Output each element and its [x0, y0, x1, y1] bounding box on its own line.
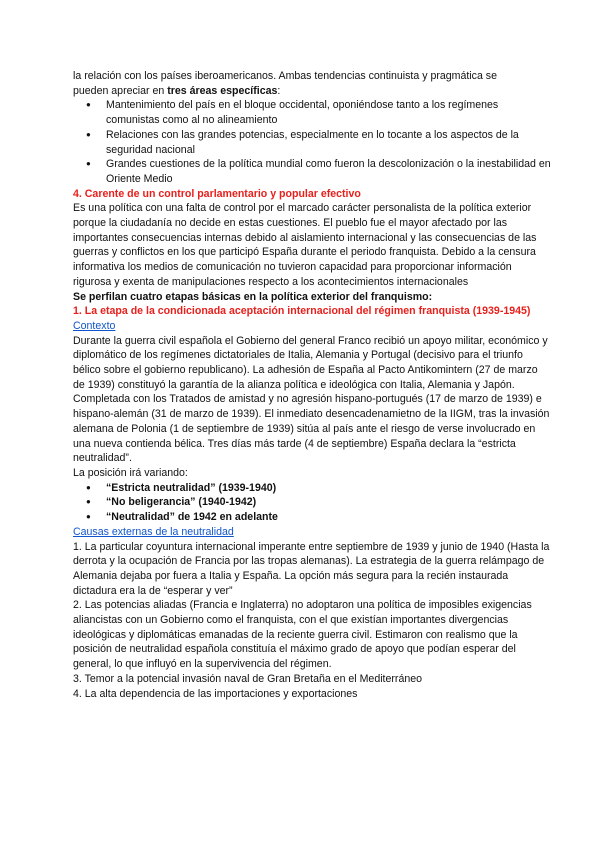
positions-list [73, 481, 551, 525]
areas-list [73, 98, 551, 186]
causes-link-line [73, 525, 551, 540]
stages-heading: Se perfilan cuatro etapas básicas en la política exterior del franquismo: [73, 290, 433, 303]
intro-line-2-pre: pueden apreciar en [73, 84, 168, 97]
intro-areas-bold: tres áreas específicas [167, 84, 278, 97]
cause-item: 1. La particular coyuntura internacional imperante entre septiembre de 1939 y junio de 1940 (Hasta la derrota y la ocupación de Francia por las tropas alemanas). La estrategia de la guerra relámpago de Alemania dejaba por fuera a Italia y España. La opción más segura para la recién instaurada dictadura era la de “esperar y ver” [73, 540, 550, 597]
cause-item: 3. Temor a la potencial invasión naval de Gran Bretaña en el Mediterráneo [73, 672, 423, 685]
section-4-body: Es una política con una falta de control por el marcado carácter personalista de la política exterior porque la ciudadanía no decide en estas cuestiones. El pueblo fue el mayor afectado por las importantes consecuencias internas debido al aislamiento internacional y las consecuencias de las guerras y conflictos en los que participó España durante el periodo franquista. Debido a la censura informativa los medios de comunicación no tuvieron capacidad para proporcionar información rigurosa y exenta de manipulaciones respecto a los acontecimientos internacionales [73, 202, 537, 288]
intro-line-1: la relación con los países iberoamericanos. Ambas tendencias continuista y pragmática se [73, 70, 497, 82]
context-link[interactable]: Contexto [73, 319, 116, 332]
intro-line-2-post: : [277, 84, 281, 97]
list-item: ● “Estricta neutralidad” (1939-1940) [73, 481, 551, 496]
context-body: Durante la guerra civil española el Gobierno del general Franco recibió un apoyo militar, económico y diplomático de los regímenes dictatoriales de Italia, Alemania y Portugal (decisivo para el triunfo bélico sobre el gobierno republicano). La adhesión de España al Pacto Antikomintern (27 de marzo de 1939) constituyó la garantía de la alianza política e ideológica con Italia, Alemania y Japón. Completada con los Tratados de amistad y no agresión hispano-portugués (17 de marzo de 1939) e hispano-alemán (31 de marzo de 1939). El inmediato desencadenamietno de la IIGM, tras la invasión alemana de Polonia (1 de septiembre de 1939) sitúa al país ante el riesgo de verse involucrado en una nueva contienda bélica. Tres días más tarde (4 de septiembre) España declara la “estricta neutralidad”. [73, 334, 550, 465]
stage-1-heading: 1. La etapa de la condicionada aceptación internacional del régimen franquista (1939-1945) [73, 305, 531, 318]
list-item: ● Mantenimiento del país en el bloque occidental, oponiéndose tanto a los regímenes comunistas como al no alineamiento [73, 98, 551, 127]
cause-item: 2. Las potencias aliadas (Francia e Inglaterra) no adoptaron una política de imposibles exigencias aliancistas con un Gobierno como el franquista, con el que existían importantes divergencias ideológicas y diplomáticas emanadas de la reciente guerra civil. Estimaron con realismo que la posición de neutralidad española constituía el máximo grado de apoyo que podían esperar del general, lo que influyó en la supervivencia del régimen. [73, 599, 532, 671]
document-content [73, 69, 551, 701]
list-item: ● Grandes cuestiones de la política mundial como fueron la descolonización o la inestabilidad en Oriente Medio [73, 157, 551, 186]
position-intro: La posición irá variando: [73, 466, 188, 479]
list-item: ● “Neutralidad” de 1942 en adelante [73, 510, 551, 525]
section-4-heading: 4. Carente de un control parlamentario y popular efectivo [73, 187, 361, 200]
context-link-line [73, 319, 551, 334]
causes-link[interactable]: Causas externas de la neutralidad [73, 525, 234, 538]
list-item: ● Relaciones con las grandes potencias, especialmente en lo tocante a los aspectos de la seguridad nacional [73, 128, 551, 157]
cause-item: 4. La alta dependencia de las importaciones y exportaciones [73, 687, 358, 700]
list-item: ● “No beligerancia” (1940-1942) [73, 495, 551, 510]
intro-line-2 [73, 84, 551, 99]
